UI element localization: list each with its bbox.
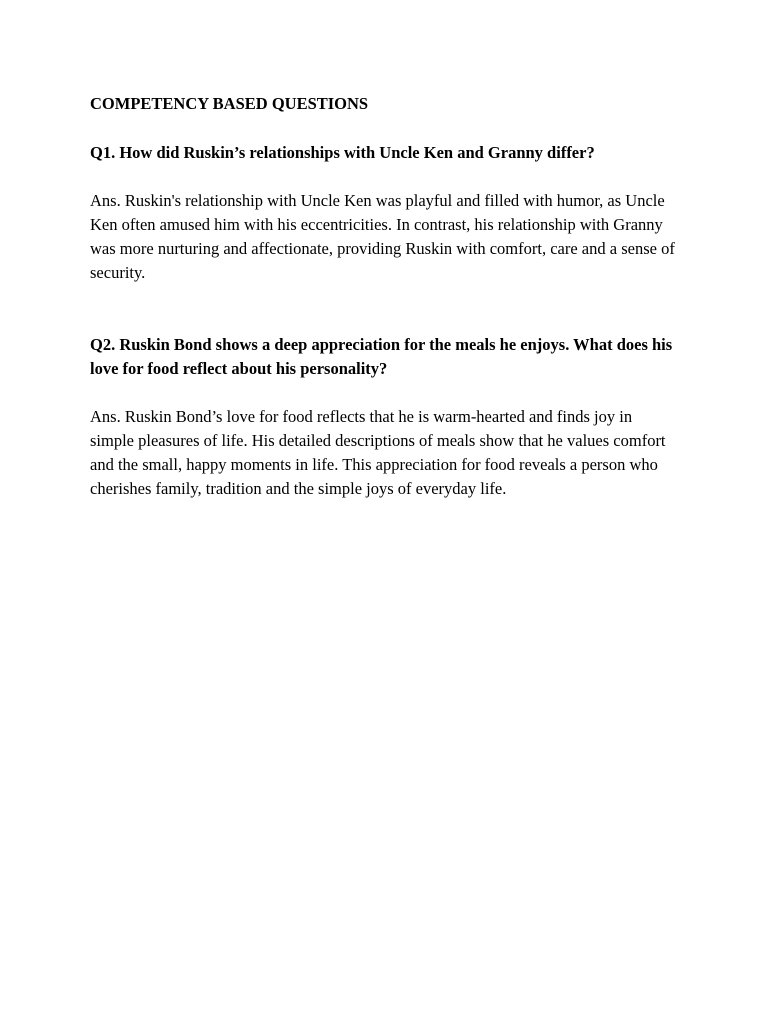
page-title: COMPETENCY BASED QUESTIONS [90,94,369,113]
spacer [90,165,680,189]
answer-2: Ans. Ruskin Bond’s love for food reflects that he is warm-hearted and finds joy in simple pleasures of life. His detailed descriptions of meals show that he values comfort and the small, happy moments in life. This appreciation for food reveals a person who cherishes family, tradition and the simple joys of everyday life. [90,407,666,498]
question-1: Q1. How did Ruskin’s relationships with Uncle Ken and Granny differ? [90,143,595,162]
answer-1: Ans. Ruskin's relationship with Uncle Ken was playful and filled with humor, as Uncle Ken often amused him with his eccentricities. In contrast, his relationship with Granny was more nurturing and affectionate, providing Ruskin with comfort, care and a sense of security. [90,191,675,282]
question-2: Q2. Ruskin Bond shows a deep appreciation for the meals he enjoys. What does his love for food reflect about his personality? [90,335,673,378]
document-page [90,93,680,501]
spacer [90,381,680,405]
spacer [90,285,680,333]
